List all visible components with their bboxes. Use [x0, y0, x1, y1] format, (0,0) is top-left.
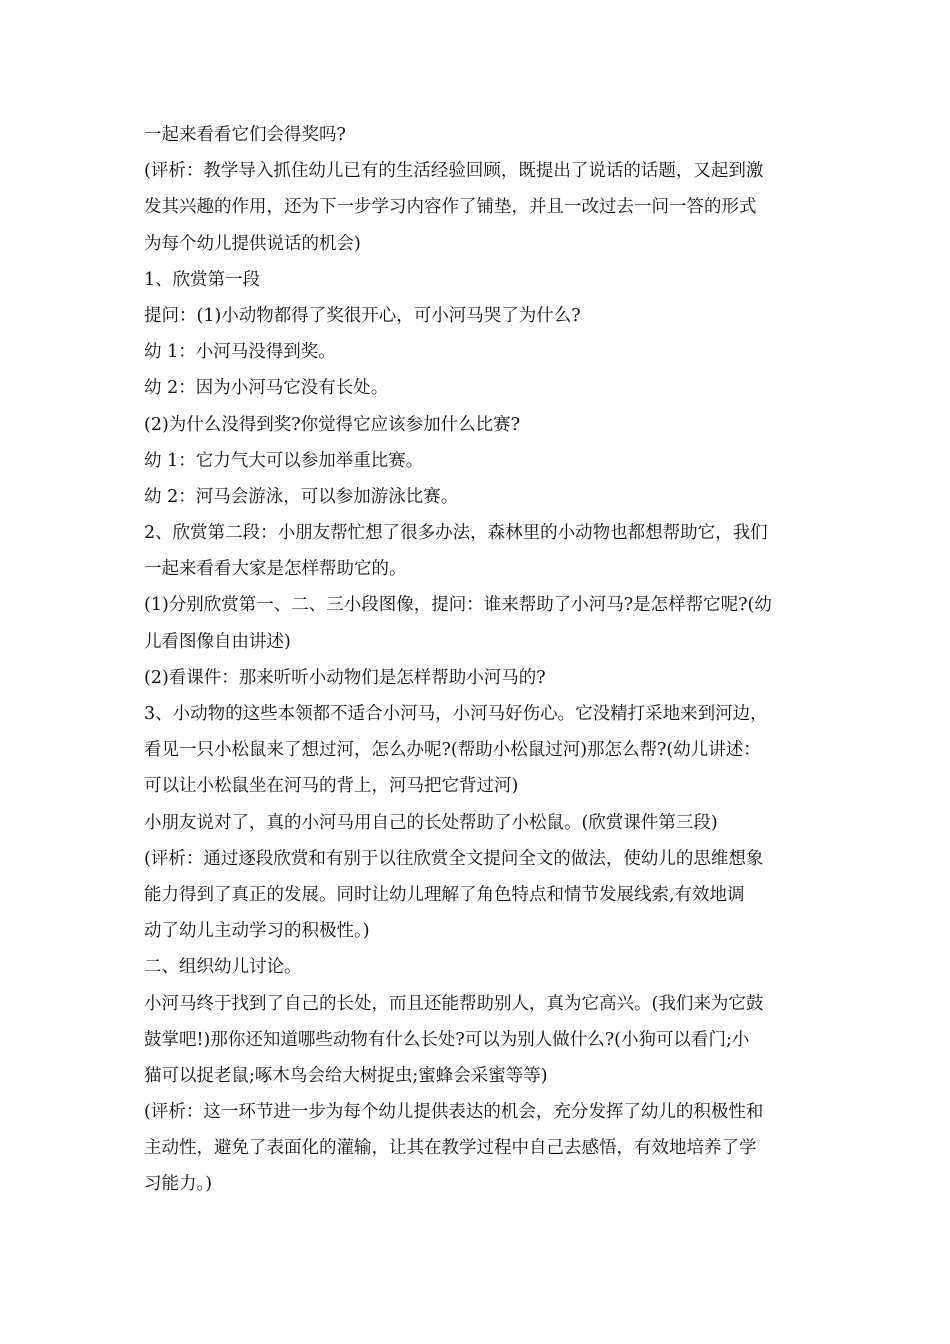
text-line: 一起来看看它们会得奖吗? — [144, 125, 346, 145]
text-line: 动了幼儿主动学习的积极性。) — [144, 921, 370, 942]
section-heading: 3、小动物的这些本领都不适合小河马，小河马好伤心。它没精打采地来到河边， — [144, 704, 768, 724]
text-line: 幼 1：小河马没得到奖。 — [144, 342, 336, 363]
text-line: (评析：教学导入抓住幼儿已有的生活经验回顾，既提出了说话的话题，又起到激 — [144, 161, 764, 182]
text-line: (评析：这一环节进一步为每个幼儿提供表达的机会，充分发挥了幼儿的积极性和 — [144, 1102, 764, 1123]
text-line: 为每个幼儿提供说话的机会) — [144, 233, 361, 254]
document-body — [144, 117, 808, 1203]
text-line: (评析：通过逐段欣赏和有别于以往欣赏全文提问全文的做法，使幼儿的思维想象 — [144, 848, 764, 869]
section-heading: 1、欣赏第一段 — [144, 269, 261, 290]
text-line: 儿看图像自由讲述) — [144, 631, 291, 652]
text-line: 发其兴趣的作用，还为下一步学习内容作了铺垫，并且一改过去一问一答的形式 — [144, 197, 757, 218]
text-line: 小朋友说对了，真的小河马用自己的长处帮助了小松鼠。(欣赏课件第三段) — [144, 812, 718, 833]
text-line: (2)为什么没得到奖?你觉得它应该参加什么比赛? — [144, 414, 521, 435]
text-line: (1)分别欣赏第一、二、三小段图像，提问：谁来帮助了小河马?是怎样帮它呢?(幼 — [144, 595, 772, 616]
text-line: 习能力。) — [144, 1174, 213, 1195]
text-line: 小河马终于找到了自己的长处，而且还能帮助别人，真为它高兴。(我们来为它鼓 — [144, 993, 764, 1014]
text-line: 能力得到了真正的发展。同时让幼儿理解了角色特点和情节发展线索,有效地调 — [144, 884, 745, 905]
text-line: 鼓掌吧!)那你还知道哪些动物有什么长处?可以为别人做什么?(小狗可以看门;小 — [144, 1029, 750, 1050]
section-heading: 二、组织幼儿讨论。 — [144, 957, 302, 978]
text-line: (2)看课件：那来听听小动物们是怎样帮助小河马的? — [144, 667, 546, 688]
text-line: 幼 2：因为小河马它没有长处。 — [144, 378, 389, 399]
text-line: 幼 2：河马会游泳，可以参加游泳比赛。 — [144, 486, 459, 507]
section-heading: 2、欣赏第二段：小朋友帮忙想了很多办法，森林里的小动物也都想帮助它，我们 — [144, 523, 768, 544]
text-line: 一起来看看大家是怎样帮助它的。 — [144, 559, 407, 580]
text-line: 看见一只小松鼠来了想过河，怎么办呢?(帮助小松鼠过河)那怎么帮?(幼儿讲述： — [144, 740, 761, 761]
text-line: 猫可以捉老鼠;啄木鸟会给大树捉虫;蜜蜂会采蜜等等) — [144, 1065, 548, 1086]
text-line: 提问：(1)小动物都得了奖很开心，可小河马哭了为什么? — [144, 305, 581, 326]
text-line: 幼 1：它力气大可以参加举重比赛。 — [144, 450, 424, 471]
text-line: 可以让小松鼠坐在河马的背上，河马把它背过河) — [144, 776, 519, 797]
text-line: 主动性，避免了表面化的灌输，让其在教学过程中自己去感悟，有效地培养了学 — [144, 1138, 757, 1159]
